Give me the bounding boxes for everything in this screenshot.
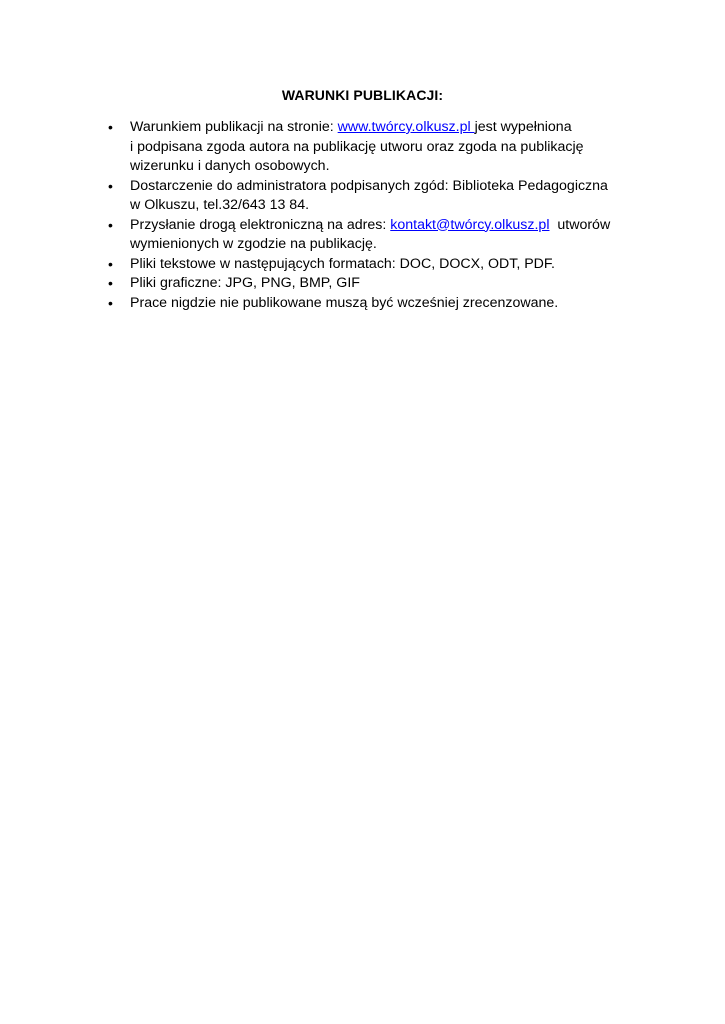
bullet-icon: • [108, 255, 113, 272]
conditions-list [108, 118, 648, 313]
item-text: Prace nigdzie nie publikowane muszą być wcześniej zrecenzowane. [130, 294, 559, 311]
item-text: wizerunku i danych osobowych. [130, 158, 330, 174]
bullet-icon: • [108, 275, 113, 291]
email-link[interactable]: kontakt@twórcy.olkusz.pl [390, 216, 550, 233]
list-item [108, 274, 648, 294]
list-item [108, 118, 648, 177]
list-item [108, 177, 648, 216]
list-item [108, 255, 648, 275]
document-title: WARUNKI PUBLIKACJI: [281, 87, 444, 103]
item-text: jest wypełniona [474, 119, 572, 135]
bullet-icon: • [108, 294, 113, 311]
bullet-icon: • [108, 177, 113, 194]
item-text: w Olkuszu, tel.32/643 13 84. [130, 197, 310, 213]
item-text: wymienionych w zgodzie na publikację. [130, 236, 377, 252]
item-text: Warunkiem publikacji na stronie: [130, 119, 338, 135]
bullet-icon: • [108, 216, 113, 233]
item-text: Dostarczenie do administratora podpisanych zgód: Biblioteka Pedagogiczna [130, 177, 608, 194]
list-item [108, 216, 648, 255]
item-text: Pliki tekstowe w następujących formatach: DOC, DOCX, ODT, PDF. [130, 255, 555, 272]
list-item [108, 294, 648, 314]
bullet-icon: • [108, 119, 113, 135]
item-text: i podpisana zgoda autora na publikację utworu oraz zgoda na publikację [130, 138, 584, 155]
website-link[interactable]: www.twórcy.olkusz.pl [337, 119, 475, 135]
item-text: utworów [549, 216, 611, 233]
item-text: Pliki graficzne: JPG, PNG, BMP, GIF [130, 275, 360, 291]
item-text: Przysłanie drogą elektroniczną na adres: [130, 216, 391, 233]
